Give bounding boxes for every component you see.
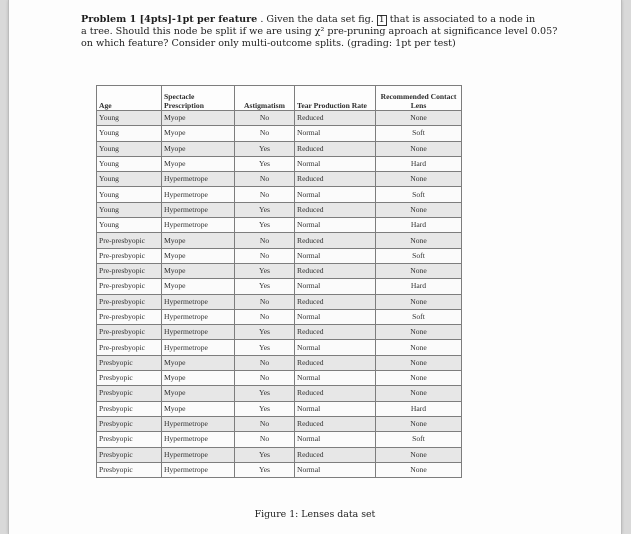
cell-age: Presbyopic (97, 462, 162, 477)
table-row (97, 447, 462, 462)
table-row (97, 233, 462, 248)
cell-tear: Normal (295, 340, 376, 355)
cell-tear: Reduced (295, 172, 376, 187)
cell-spectacle: Myope (162, 386, 235, 401)
cell-tear: Normal (295, 371, 376, 386)
cell-tear: Reduced (295, 325, 376, 340)
cell-tear: Normal (295, 156, 376, 171)
cell-spectacle: Hypermetrope (162, 432, 235, 447)
cell-lens: Soft (376, 187, 462, 202)
cell-lens: None (376, 141, 462, 156)
cell-age: Pre-presbyopic (97, 309, 162, 324)
cell-astigmatism: No (235, 187, 295, 202)
cell-tear: Normal (295, 432, 376, 447)
cell-spectacle: Myope (162, 156, 235, 171)
table-row (97, 156, 462, 171)
cell-tear: Reduced (295, 202, 376, 217)
cell-spectacle: Hypermetrope (162, 340, 235, 355)
cell-spectacle: Myope (162, 371, 235, 386)
table-row (97, 218, 462, 233)
figure-caption: Figure 1: Lenses data set (254, 509, 376, 520)
table-row (97, 416, 462, 431)
cell-astigmatism: No (235, 111, 295, 126)
cell-age: Young (97, 187, 162, 202)
table-row (97, 355, 462, 370)
cell-tear: Reduced (295, 233, 376, 248)
cell-spectacle: Myope (162, 141, 235, 156)
cell-tear: Reduced (295, 294, 376, 309)
problem-text-start: . Given the data set fig. (257, 14, 374, 25)
cell-age: Young (97, 111, 162, 126)
table-row (97, 263, 462, 278)
cell-astigmatism: No (235, 416, 295, 431)
cell-spectacle: Myope (162, 279, 235, 294)
cell-age: Pre-presbyopic (97, 340, 162, 355)
cell-astigmatism: No (235, 126, 295, 141)
header-age: Age (97, 86, 162, 111)
text-cursor-box: 1 (378, 15, 385, 25)
cell-astigmatism: Yes (235, 340, 295, 355)
cell-age: Pre-presbyopic (97, 248, 162, 263)
cell-tear: Normal (295, 187, 376, 202)
cell-spectacle: Hypermetrope (162, 462, 235, 477)
cell-lens: None (376, 416, 462, 431)
cell-age: Presbyopic (97, 432, 162, 447)
cell-spectacle: Myope (162, 126, 235, 141)
cell-tear: Reduced (295, 416, 376, 431)
header-astigmatism: Astigmatism (235, 86, 295, 111)
cell-tear: Reduced (295, 386, 376, 401)
cell-spectacle: Hypermetrope (162, 447, 235, 462)
cell-spectacle: Hypermetrope (162, 187, 235, 202)
cell-age: Pre-presbyopic (97, 325, 162, 340)
cell-astigmatism: Yes (235, 386, 295, 401)
table-row (97, 309, 462, 324)
cell-astigmatism: No (235, 432, 295, 447)
problem-label: Problem 1 [4pts]-1pt per feature (81, 14, 258, 25)
cell-spectacle: Myope (162, 248, 235, 263)
cell-age: Young (97, 156, 162, 171)
cell-spectacle: Hypermetrope (162, 172, 235, 187)
cell-spectacle: Hypermetrope (162, 294, 235, 309)
cell-tear: Reduced (295, 141, 376, 156)
cell-astigmatism: Yes (235, 279, 295, 294)
table-header-row (97, 86, 462, 111)
table-row (97, 325, 462, 340)
header-spectacle: Spectacle Prescription (162, 86, 235, 111)
problem-line1-end: that is associated to a node in (386, 14, 536, 25)
cell-lens: None (376, 294, 462, 309)
cell-lens: None (376, 263, 462, 278)
table-row (97, 248, 462, 263)
cell-astigmatism: Yes (235, 263, 295, 278)
cell-lens: Soft (376, 309, 462, 324)
table-row (97, 172, 462, 187)
cell-spectacle: Hypermetrope (162, 325, 235, 340)
table-row (97, 294, 462, 309)
cell-astigmatism: Yes (235, 462, 295, 477)
cell-lens: None (376, 233, 462, 248)
cell-astigmatism: Yes (235, 447, 295, 462)
table-body (97, 111, 462, 478)
table-row (97, 111, 462, 126)
table-row (97, 141, 462, 156)
cell-lens: Hard (376, 156, 462, 171)
cell-lens: None (376, 462, 462, 477)
cell-age: Young (97, 218, 162, 233)
cell-spectacle: Hypermetrope (162, 202, 235, 217)
cell-lens: None (376, 355, 462, 370)
cell-age: Pre-presbyopic (97, 294, 162, 309)
table-row (97, 340, 462, 355)
cell-astigmatism: No (235, 355, 295, 370)
cell-astigmatism: Yes (235, 401, 295, 416)
cell-lens: Soft (376, 126, 462, 141)
cell-lens: Hard (376, 401, 462, 416)
cell-tear: Normal (295, 309, 376, 324)
table-row (97, 126, 462, 141)
table-row (97, 202, 462, 217)
cell-tear: Reduced (295, 111, 376, 126)
cell-spectacle: Myope (162, 401, 235, 416)
cell-lens: Soft (376, 248, 462, 263)
cell-astigmatism: Yes (235, 202, 295, 217)
table-row (97, 462, 462, 477)
table-row (97, 386, 462, 401)
cell-age: Presbyopic (97, 355, 162, 370)
cell-tear: Normal (295, 462, 376, 477)
cell-lens: Hard (376, 218, 462, 233)
cell-spectacle: Myope (162, 355, 235, 370)
cell-astigmatism: No (235, 172, 295, 187)
cell-age: Young (97, 126, 162, 141)
table-row (97, 401, 462, 416)
cell-age: Pre-presbyopic (97, 233, 162, 248)
cell-tear: Normal (295, 248, 376, 263)
cell-age: Young (97, 172, 162, 187)
cell-lens: None (376, 386, 462, 401)
cell-lens: None (376, 172, 462, 187)
cell-lens: None (376, 111, 462, 126)
cell-tear: Reduced (295, 447, 376, 462)
header-lens: Recommended Contact Lens (376, 86, 462, 111)
problem-statement (81, 14, 561, 49)
table-row (97, 187, 462, 202)
table-row (97, 432, 462, 447)
cell-lens: None (376, 202, 462, 217)
cell-astigmatism: No (235, 371, 295, 386)
cell-age: Presbyopic (97, 447, 162, 462)
cell-age: Presbyopic (97, 371, 162, 386)
header-tear: Tear Production Rate (295, 86, 376, 111)
cell-age: Pre-presbyopic (97, 263, 162, 278)
cell-lens: None (376, 325, 462, 340)
cell-tear: Normal (295, 126, 376, 141)
cell-spectacle: Myope (162, 263, 235, 278)
cell-age: Presbyopic (97, 416, 162, 431)
cell-lens: None (376, 447, 462, 462)
cell-spectacle: Myope (162, 111, 235, 126)
cell-age: Presbyopic (97, 401, 162, 416)
lenses-table (96, 85, 462, 478)
cell-tear: Normal (295, 279, 376, 294)
cell-lens: None (376, 371, 462, 386)
cell-tear: Normal (295, 401, 376, 416)
cell-age: Young (97, 202, 162, 217)
cell-spectacle: Hypermetrope (162, 309, 235, 324)
table-row (97, 279, 462, 294)
problem-line2: a tree. Should this node be split if we are using χ² pre-pruning aproach at significance level 0.05? (81, 26, 558, 37)
cell-age: Pre-presbyopic (97, 279, 162, 294)
cell-spectacle: Hypermetrope (162, 416, 235, 431)
cell-astigmatism: Yes (235, 141, 295, 156)
document-page (8, 0, 622, 534)
cell-astigmatism: No (235, 294, 295, 309)
cell-age: Presbyopic (97, 386, 162, 401)
cell-age: Young (97, 141, 162, 156)
cell-astigmatism: Yes (235, 325, 295, 340)
cell-tear: Reduced (295, 263, 376, 278)
table-row (97, 371, 462, 386)
cell-tear: Normal (295, 218, 376, 233)
cell-spectacle: Hypermetrope (162, 218, 235, 233)
cell-lens: Soft (376, 432, 462, 447)
problem-line3: on which feature? Consider only multi-outcome splits. (grading: 1pt per test) (81, 37, 456, 49)
lenses-table-wrapper (96, 85, 461, 478)
cell-astigmatism: No (235, 309, 295, 324)
cell-astigmatism: No (235, 233, 295, 248)
cell-astigmatism: Yes (235, 156, 295, 171)
cell-tear: Reduced (295, 355, 376, 370)
cell-lens: Hard (376, 279, 462, 294)
cell-astigmatism: No (235, 248, 295, 263)
cell-astigmatism: Yes (235, 218, 295, 233)
cell-lens: None (376, 340, 462, 355)
cell-spectacle: Myope (162, 233, 235, 248)
